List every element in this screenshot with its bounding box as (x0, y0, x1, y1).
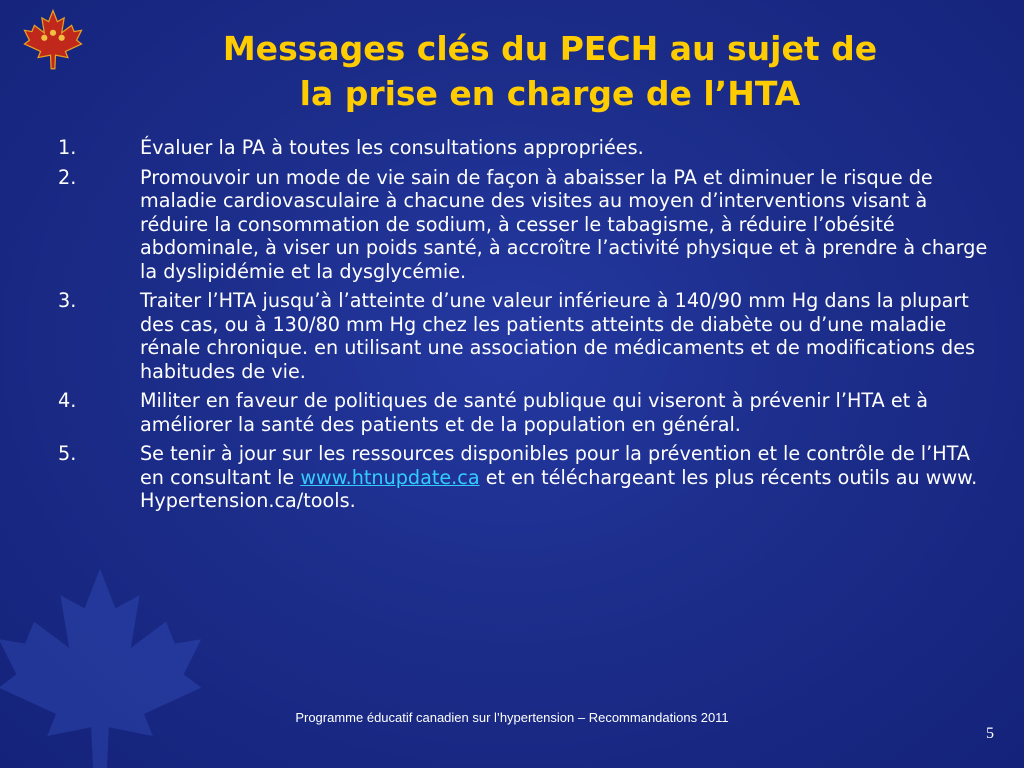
item-text: Militer en faveur de politiques de santé publique qui viseront à prévenir l’HTA et à améliorer la santé des patients et de la population en général. (140, 389, 929, 436)
item-number: 1. (58, 136, 77, 159)
item-text: Évaluer la PA à toutes les consultations appropriées. (140, 136, 644, 159)
list-item (58, 289, 988, 383)
item-text-before: Se tenir à jour sur les ressources disponibles pour la prévention et le contrôle de l’HTA en consultant le (140, 442, 971, 489)
list-item (58, 442, 988, 513)
slide-footer: Programme éducatif canadien sur l’hypertension – Recommandations 2011 (295, 710, 729, 725)
item-number: 3. (58, 289, 77, 312)
list-item (58, 389, 988, 436)
maple-leaf-icon (18, 8, 88, 70)
key-messages-list (58, 136, 988, 519)
maple-leaf-watermark (0, 560, 230, 768)
item-number: 5. (58, 442, 77, 465)
item-text: Traiter l’HTA jusqu’à l’atteinte d’une valeur inférieure à 140/90 mm Hg dans la plupart des cas, ou à 130/80 mm Hg chez les patients atteints de diabète ou d’une maladie rénale chronique. en utilisant une association de médicaments et de modifications des habitudes de vie. (140, 289, 976, 383)
list-item (58, 166, 988, 284)
title-line-2: la prise en charge de l’HTA (299, 74, 801, 113)
item-text: Promouvoir un mode de vie sain de façon à abaisser la PA et diminuer le risque de maladie cardiovasculaire à chacune des visites au moyen d’interventions visant à réduire la consommation de sodium, à cesser le tabagisme, à réduire l’obésité abdominale, à viser un poids santé, à accroître l’activité physique et à prendre à charge la dyslipidémie et la dysglycémie. (140, 165, 988, 283)
htnupdate-link[interactable]: www.htnupdate.ca (300, 465, 480, 489)
item-text-after: et en téléchargeant les plus récents outils au www. Hypertension.ca/tools. (140, 465, 978, 512)
item-number: 2. (58, 165, 77, 189)
list-item (58, 136, 988, 160)
item-number: 4. (58, 389, 77, 412)
title-line-1: Messages clés du PECH au sujet de (222, 29, 878, 68)
page-number: 5 (986, 725, 994, 742)
slide-title (100, 26, 1000, 116)
